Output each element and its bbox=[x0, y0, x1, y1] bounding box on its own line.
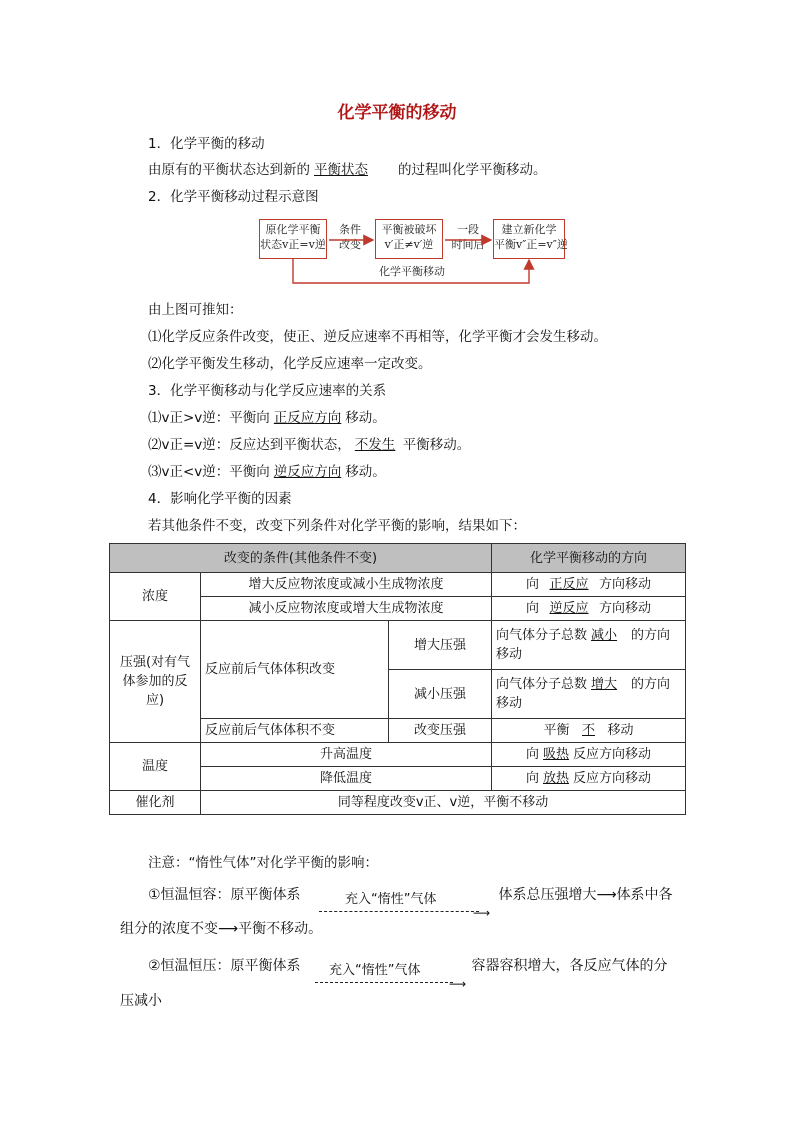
case1-post: 体系总压强增大⟶体系中各 bbox=[498, 887, 673, 903]
section4-heading: 4．影响化学平衡的因素 bbox=[148, 491, 292, 507]
temp-down-dir-blank: 放热 bbox=[543, 771, 570, 786]
pressure-increase-dir-post: 的方向移动 bbox=[496, 628, 671, 662]
table-header-row bbox=[110, 544, 686, 573]
table-row bbox=[110, 573, 686, 597]
pressure-change-volume: 反应前后气体体积改变 bbox=[201, 621, 389, 719]
note-case1-cont: 组分的浓度不变⟶平衡不移动。 bbox=[120, 921, 323, 937]
conc-row2: 减小反应物浓度或增大生成物浓度 bbox=[201, 597, 492, 621]
conc-row2-dir-blank: 逆反应 bbox=[549, 601, 589, 616]
pressure-change-dir-post: 移动 bbox=[607, 723, 634, 738]
pressure-decrease-dir bbox=[492, 670, 686, 719]
case2-dashed-line bbox=[315, 982, 453, 983]
temp-up-dir-pre: 向 bbox=[525, 747, 539, 762]
pressure-increase-dir-blank: 减小 bbox=[591, 628, 618, 643]
factors-table bbox=[109, 543, 686, 815]
arrow-head-icon: ⟶ bbox=[449, 977, 467, 991]
item3-blank: 逆反应方向 bbox=[273, 464, 342, 480]
section3-item1 bbox=[148, 408, 386, 428]
item2-post: 平衡移动。 bbox=[402, 437, 471, 453]
item2-blank: 不发生 bbox=[354, 437, 396, 453]
temp-label: 温度 bbox=[110, 743, 201, 791]
temp-down-dir-pre: 向 bbox=[525, 771, 539, 786]
diagram-box1-line1: 原化学平衡 bbox=[265, 223, 321, 236]
diagram-box2-line1: 平衡被破坏 bbox=[381, 223, 437, 236]
temp-down: 降低温度 bbox=[201, 767, 492, 791]
section3-item2 bbox=[148, 435, 470, 455]
diagram-arrow1-line2: 改变 bbox=[339, 238, 361, 251]
section3-heading: 3．化学平衡移动与化学反应速率的关系 bbox=[148, 383, 387, 399]
note-case2 bbox=[148, 955, 668, 991]
section3-item3 bbox=[148, 462, 386, 482]
diagram-arrow2-line1: 一段 bbox=[457, 223, 479, 236]
item3-post: 移动。 bbox=[345, 464, 386, 480]
pressure-decrease-dir-pre: 向气体分子总数 bbox=[496, 677, 588, 692]
conc-row2-dir bbox=[492, 597, 686, 621]
diagram-box2-line2: v′正≠v′逆 bbox=[384, 238, 434, 251]
case1-arrow-label: 充入“惰性”气体 bbox=[345, 892, 437, 907]
case1-pre: ①恒温恒容：原平衡体系 bbox=[148, 887, 301, 903]
conc-label: 浓度 bbox=[110, 573, 201, 621]
conc-row2-dir-pre: 向 bbox=[526, 601, 540, 616]
pressure-change-dir-pre: 平衡 bbox=[543, 723, 570, 738]
section4-intro: 若其他条件不变，改变下列条件对化学平衡的影响，结果如下： bbox=[148, 518, 526, 534]
header-condition: 改变的条件(其他条件不变) bbox=[110, 544, 492, 573]
item3-pre: ⑶v正<v逆：平衡向 bbox=[148, 464, 270, 480]
arrow-head-icon: ⟶ bbox=[473, 906, 491, 920]
case1-dashed-line bbox=[319, 911, 479, 912]
section1-blank: 平衡状态 bbox=[314, 162, 368, 178]
conc-row2-dir-post: 方向移动 bbox=[599, 601, 652, 616]
catalyst-effect: 同等程度改变v正、v逆，平衡不移动 bbox=[201, 791, 686, 815]
table-row bbox=[110, 621, 686, 670]
temp-down-dir bbox=[492, 767, 686, 791]
diagram-arrows bbox=[0, 0, 794, 300]
item1-pre: ⑴v正>v逆：平衡向 bbox=[148, 410, 270, 426]
note-heading: 注意：“惰性气体”对化学平衡的影响： bbox=[148, 855, 378, 871]
conc-row1-dir-pre: 向 bbox=[526, 577, 540, 592]
temp-up-dir-blank: 吸热 bbox=[543, 747, 570, 762]
pressure-same-volume: 反应前后气体体积不变 bbox=[201, 719, 389, 743]
pressure-increase-dir-pre: 向气体分子总数 bbox=[496, 628, 588, 643]
section1-text-after: 的过程叫化学平衡移动。 bbox=[398, 162, 547, 178]
diagram-box3-line2: 平衡v″正=v″逆 bbox=[494, 238, 568, 251]
process-diagram bbox=[0, 0, 794, 300]
note-case2-cont: 压减小 bbox=[120, 993, 162, 1009]
temp-up-dir bbox=[492, 743, 686, 767]
conc-row1-dir-post: 方向移动 bbox=[599, 577, 652, 592]
header-direction: 化学平衡移动的方向 bbox=[492, 544, 686, 573]
diagram-box3-line1: 建立新化学 bbox=[501, 223, 557, 236]
pressure-label: 压强(对有气体参加的反应) bbox=[110, 621, 201, 743]
pressure-increase-dir bbox=[492, 621, 686, 670]
diagram-bottom-label: 化学平衡移动 bbox=[379, 265, 445, 278]
diagram-box1-line2: 状态v正=v逆 bbox=[260, 238, 326, 251]
case2-arrow-label: 充入“惰性”气体 bbox=[329, 963, 421, 978]
page-title: 化学平衡的移动 bbox=[337, 103, 457, 123]
conc-row1: 增大反应物浓度或减小生成物浓度 bbox=[201, 573, 492, 597]
pressure-increase: 增大压强 bbox=[389, 621, 492, 670]
pressure-decrease-dir-post: 的方向移动 bbox=[496, 677, 671, 711]
pressure-change-dir bbox=[492, 719, 686, 743]
temp-up-dir-post: 反应方向移动 bbox=[573, 747, 652, 762]
item1-post: 移动。 bbox=[345, 410, 386, 426]
pressure-change: 改变压强 bbox=[389, 719, 492, 743]
conc-row1-dir-blank: 正反应 bbox=[549, 577, 589, 592]
section1-text-before: 由原有的平衡状态达到新的 bbox=[148, 162, 310, 178]
table-row bbox=[110, 743, 686, 767]
pressure-decrease: 减小压强 bbox=[389, 670, 492, 719]
section1-heading: 1．化学平衡的移动 bbox=[148, 136, 265, 152]
infer-text: 由上图可推知： bbox=[148, 302, 243, 318]
pressure-change-dir-blank: 不 bbox=[582, 723, 596, 738]
note-case1 bbox=[148, 884, 673, 920]
pressure-decrease-dir-blank: 增大 bbox=[591, 677, 618, 692]
case2-pre: ②恒温恒压：原平衡体系 bbox=[148, 958, 301, 974]
item2-pre: ⑵v正=v逆：反应达到平衡状态， bbox=[148, 437, 351, 453]
conc-row1-dir bbox=[492, 573, 686, 597]
point1: ⑴化学反应条件改变，使正、逆反应速率不再相等，化学平衡才会发生移动。 bbox=[148, 329, 607, 345]
temp-down-dir-post: 反应方向移动 bbox=[573, 771, 652, 786]
diagram-arrow1-line1: 条件 bbox=[339, 223, 361, 236]
temp-up: 升高温度 bbox=[201, 743, 492, 767]
diagram-arrow2-line2: 时间后 bbox=[451, 238, 485, 251]
item1-blank: 正反应方向 bbox=[273, 410, 342, 426]
section2-heading: 2．化学平衡移动过程示意图 bbox=[148, 189, 319, 205]
point2: ⑵化学平衡发生移动，化学反应速率一定改变。 bbox=[148, 356, 432, 372]
case2-post: 容器容积增大，各反应气体的分 bbox=[471, 958, 668, 974]
table-row bbox=[110, 791, 686, 815]
catalyst-label: 催化剂 bbox=[110, 791, 201, 815]
